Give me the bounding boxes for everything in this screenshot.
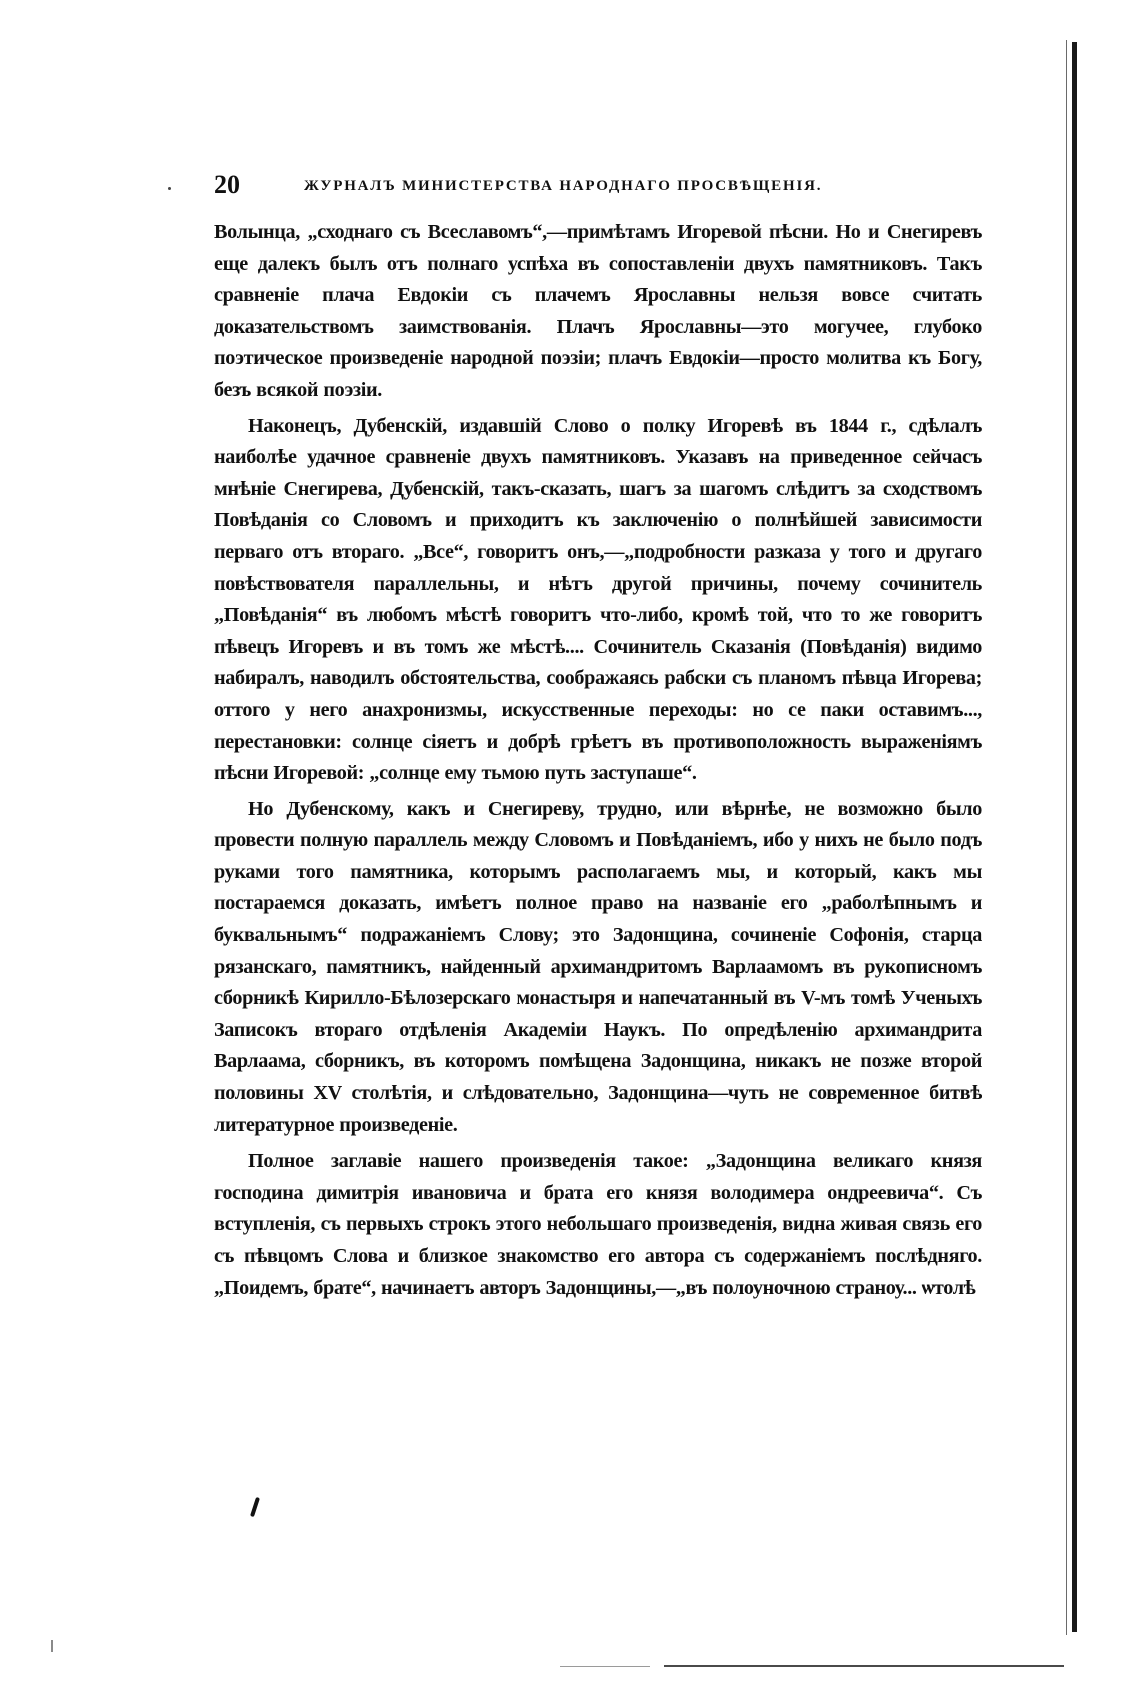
paragraph-3: Но Дубенскому, какъ и Снегиреву, трудно, или вѣрнѣе, не возможно было провести полную параллель между Словомъ и Повѣданіемъ, ибо у нихъ не было подъ руками того памятника, которымъ располагаемъ мы, и который, какъ мы постараемся доказать, имѣетъ полное право на названіе его „раболѣпнымъ и буквальнымъ“ подражаніемъ Слову; это Задонщина, сочиненіе Софонія, старца рязанскаго, памятникъ, найденный архимандритомъ Варлаамомъ въ рукописномъ сборникѣ Кирилло-Бѣлозерскаго монастыря и напечатанный въ V-мъ томѣ Ученыхъ Записокъ втораго отдѣленія Академіи Наукъ. По опредѣленію архимандрита Варлаама, сборникъ, въ которомъ помѣщена Задонщина, никакъ не позже второй половины XV столѣтія, и слѣдовательно, Задонщина—чуть не современное битвѣ литературное произведеніе. [214, 797, 982, 1136]
bottom-scan-edge [664, 1665, 1064, 1667]
paragraph-4: Полное заглавіе нашего произведенія такое: „Задонщина великаго князя господина димитрія ивановича и брата его князя володимера ондреевича“. Съ вступленія, съ первыхъ строкъ этого небольшаго произведенія, видна живая связь его съ пѣвцомъ Слова и близкое знакомство его автора съ содержаніемъ послѣдняго. „Поидемъ, брате“, начинаетъ авторъ Задонщины,—„въ полоуночною страноу... ѡтолѣ [214, 1150, 982, 1299]
left-margin-speck [51, 1640, 53, 1652]
margin-dot-mark [168, 187, 171, 190]
page-number: 20 [214, 170, 240, 199]
binding-edge-line [1072, 42, 1077, 1632]
page-header [214, 168, 982, 208]
bottom-scan-edge-left [560, 1666, 650, 1667]
text-body [214, 217, 982, 1617]
paragraph-1: Волынца, „сходнаго съ Всеславомъ“,—примѣтамъ Игоревой пѣсни. Но и Снегиревъ еще далекъ былъ отъ полнаго успѣха въ сопоставленіи двухъ памятниковъ. Такъ сравненіе плача Евдокіи съ плачемъ Ярославны нельзя вовсе считать доказательствомъ заимствованія. Плачъ Ярославны—это могучее, глубоко поэтическое произведеніе народной поэзіи; плачъ Евдокіи—просто молитва къ Богу, безъ всякой поэзіи. [214, 221, 982, 401]
binding-edge-thin [1066, 40, 1067, 1635]
paragraph-2: Наконецъ, Дубенскій, издавшій Слово о полку Игоревѣ въ 1844 г., сдѣлалъ наиболѣе удачное сравненіе двухъ памятниковъ. Указавъ на приведенное сейчасъ мнѣніе Снегирева, Дубенскій, такъ-сказать, шагъ за шагомъ слѣдитъ за сходствомъ Повѣданія со Словомъ и приходитъ къ заключенію о полнѣйшей зависимости перваго отъ втораго. „Все“, говоритъ онъ,—„подробности разказа у того и другаго повѣствователя параллельны, и нѣтъ другой причины, почему сочинитель „Повѣданія“ въ любомъ мѣстѣ говоритъ что-либо, кромѣ той, что то же говоритъ пѣвецъ Игоревъ и въ томъ же мѣстѣ.... Сочинитель Сказанія (Повѣданія) видимо набиралъ, наводилъ обстоятельства, соображаясь рабски съ планомъ пѣвца Игорева; оттого у него анахронизмы, искусственные переходы: но се паки оставимъ..., перестановки: солнце сіяетъ и добрѣ грѣетъ въ противоположность выраженіямъ пѣсни Игоревой: „солнце ему тьмою путь заступаше“. [214, 414, 982, 785]
running-title: ЖУРНАЛЪ МИНИСТЕРСТВА НАРОДНАГО ПРОСВѢЩЕНІЯ. [304, 178, 823, 194]
